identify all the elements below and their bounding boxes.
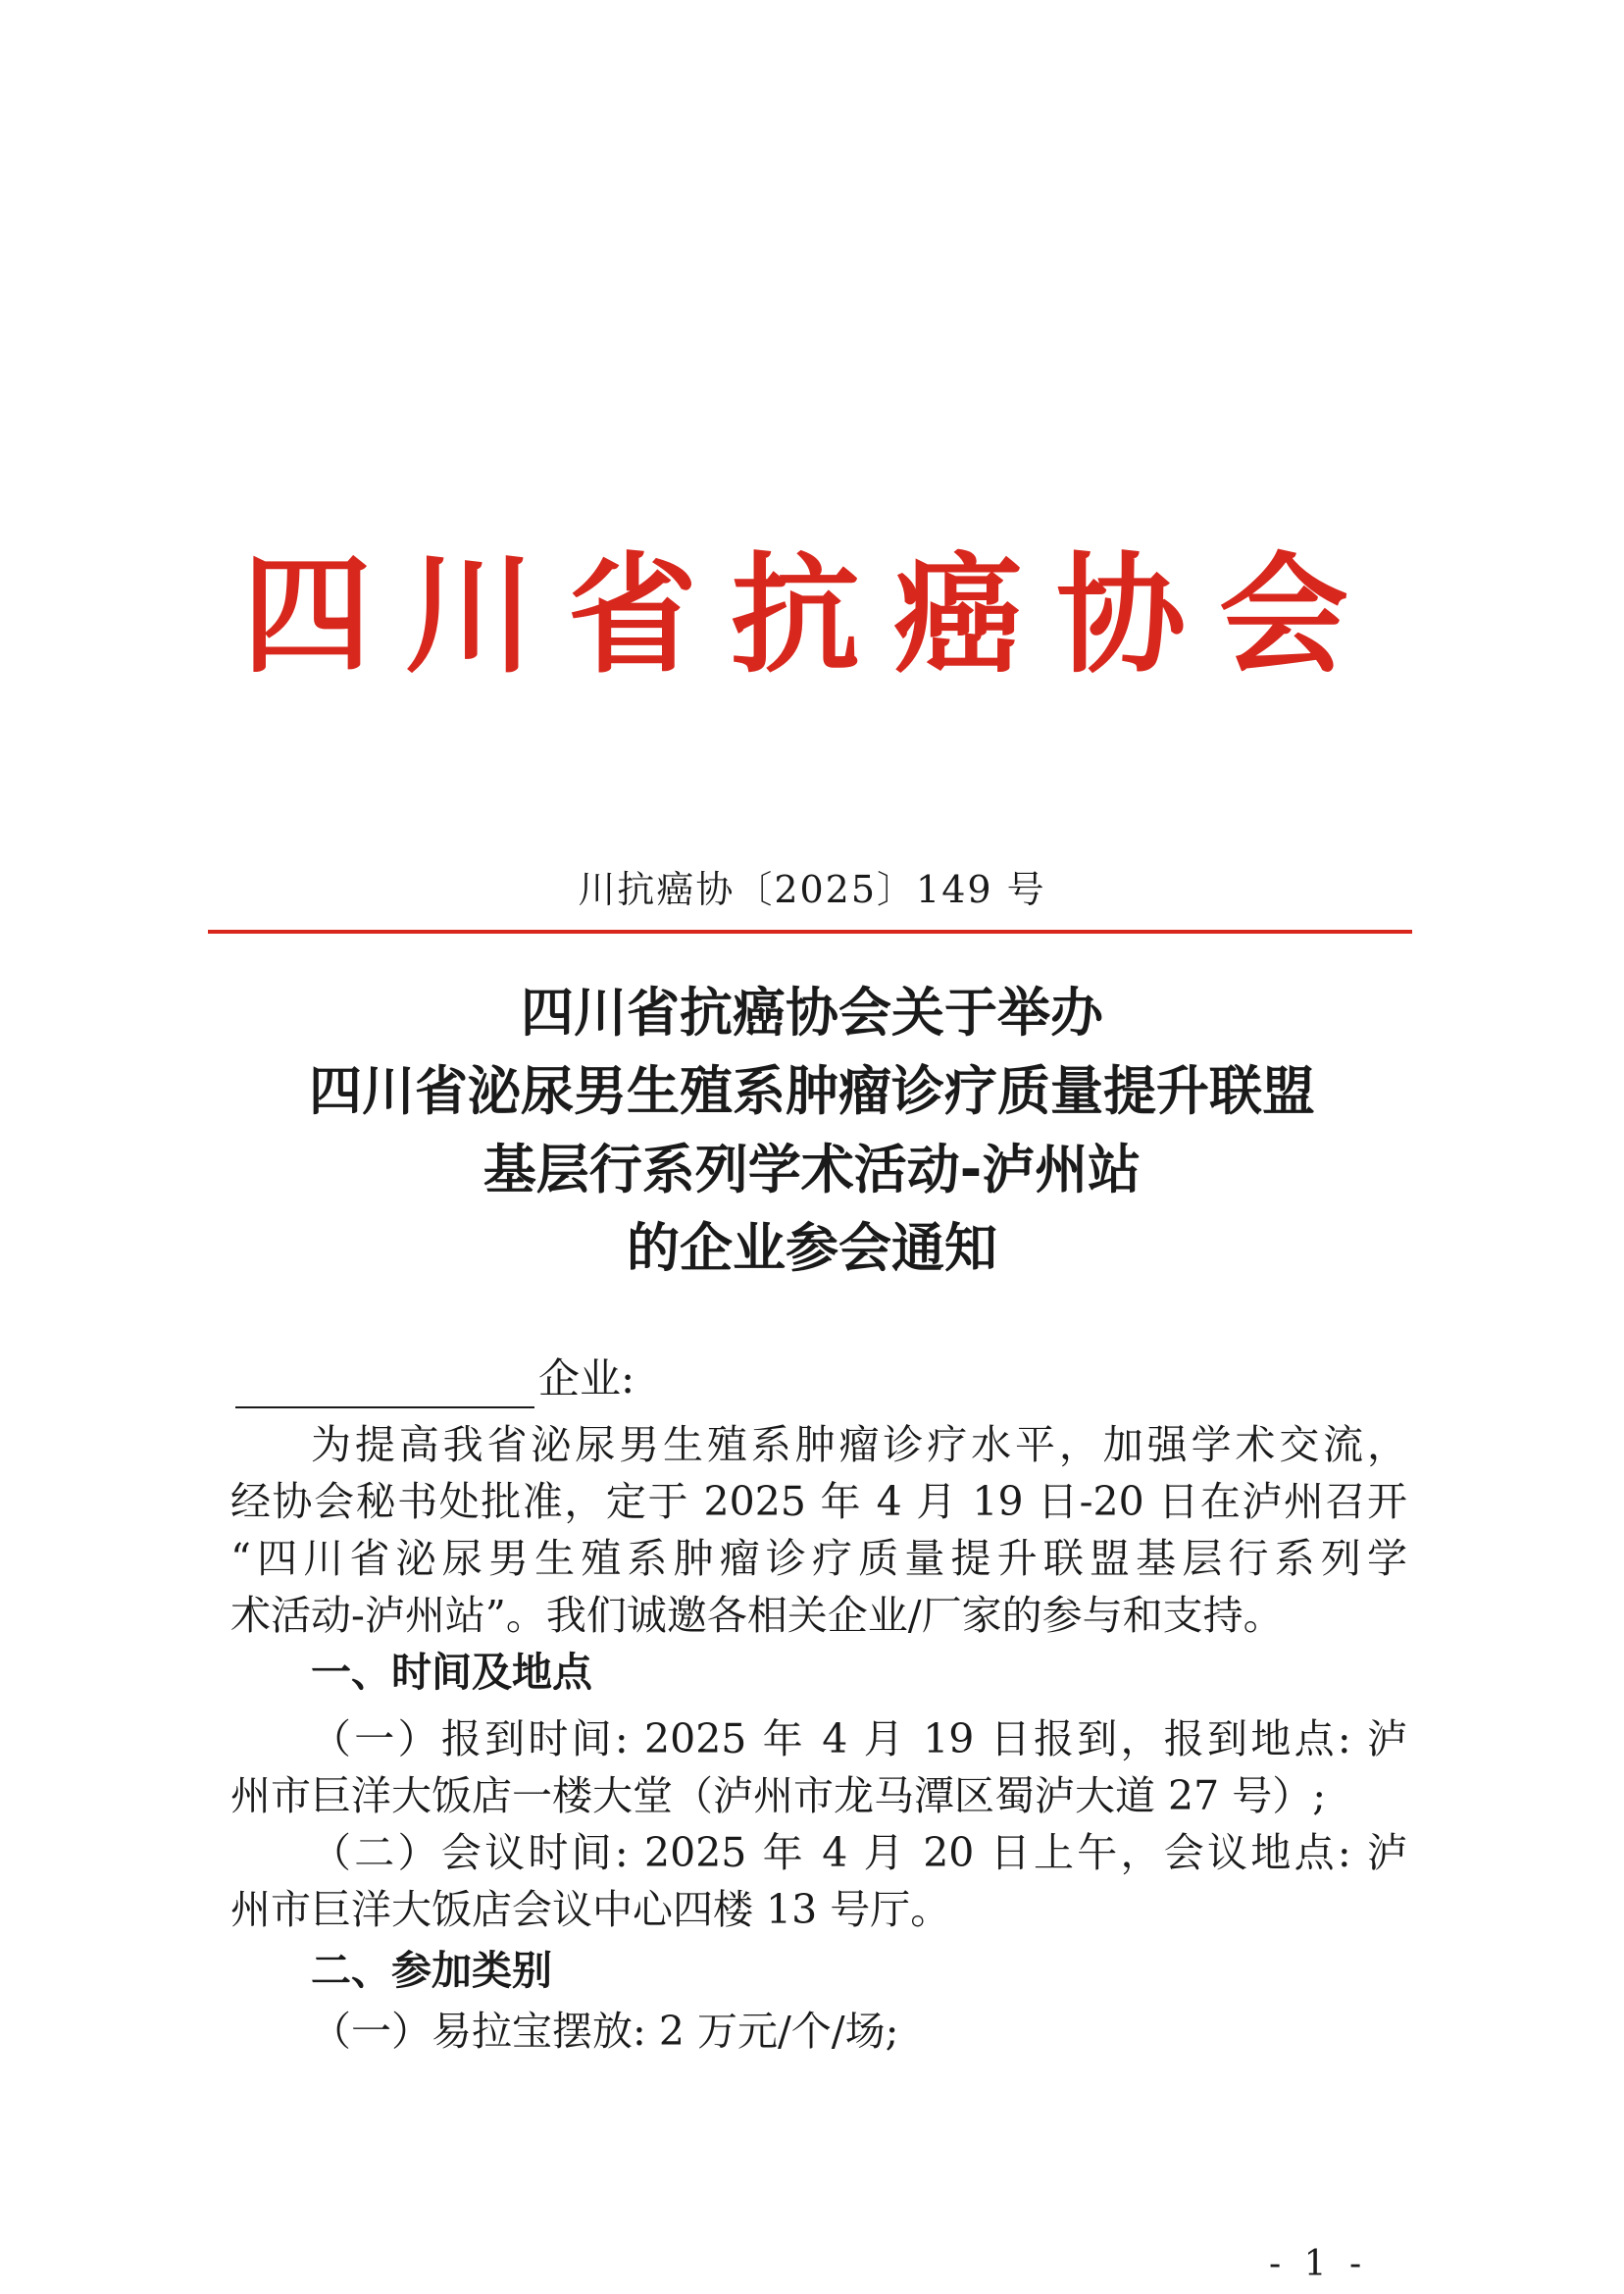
body-line: （一）易拉宝摆放: 2 万元/个/场; xyxy=(311,2008,899,2055)
title-line: 的企业参会通知 xyxy=(627,1217,997,1279)
salutation-suffix: 企业: xyxy=(538,1354,635,1402)
red-divider xyxy=(208,930,1412,934)
notice-title xyxy=(0,974,1624,1288)
body-line: 经协会秘书处批准，定于 2025 年 4 月 19 日-20 日在泸州召开 xyxy=(230,1478,1407,1525)
salutation xyxy=(235,1350,634,1408)
body-line: 州市巨洋大饭店一楼大堂（泸州市龙马潭区蜀泸大道 27 号）; xyxy=(230,1772,1327,1819)
body-line: 为提高我省泌尿男生殖系肿瘤诊疗水平，加强学术交流， xyxy=(311,1421,1407,1468)
body-line: （二）会议时间: 2025 年 4 月 20 日上午，会议地点: 泸 xyxy=(311,1829,1407,1876)
title-line: 四川省泌尿男生殖系肿瘤诊疗质量提升联盟 xyxy=(309,1060,1315,1122)
body-line: “四川省泌尿男生殖系肿瘤诊疗质量提升联盟基层行系列学 xyxy=(230,1535,1407,1582)
body-line: 州市巨洋大饭店会议中心四楼 13 号厅。 xyxy=(230,1886,951,1933)
title-line: 四川省抗癌协会关于举办 xyxy=(521,982,1103,1044)
document-number: 川抗癌协〔2025〕149 号 xyxy=(578,868,1046,911)
section-heading: 一、时间及地点 xyxy=(311,1649,592,1696)
page-number: - 1 - xyxy=(1269,2244,1368,2284)
company-name-blank xyxy=(235,1363,534,1408)
masthead-title: 四川省抗癌协会 xyxy=(242,540,1382,691)
body-line: 术活动-泸州站”。我们诚邀各相关企业/厂家的参与和支持。 xyxy=(230,1592,1284,1639)
section-heading: 二、参加类别 xyxy=(311,1947,552,1994)
body-line: （一）报到时间: 2025 年 4 月 19 日报到，报到地点: 泸 xyxy=(311,1715,1407,1762)
title-line: 基层行系列学术活动-泸州站 xyxy=(482,1139,1142,1200)
